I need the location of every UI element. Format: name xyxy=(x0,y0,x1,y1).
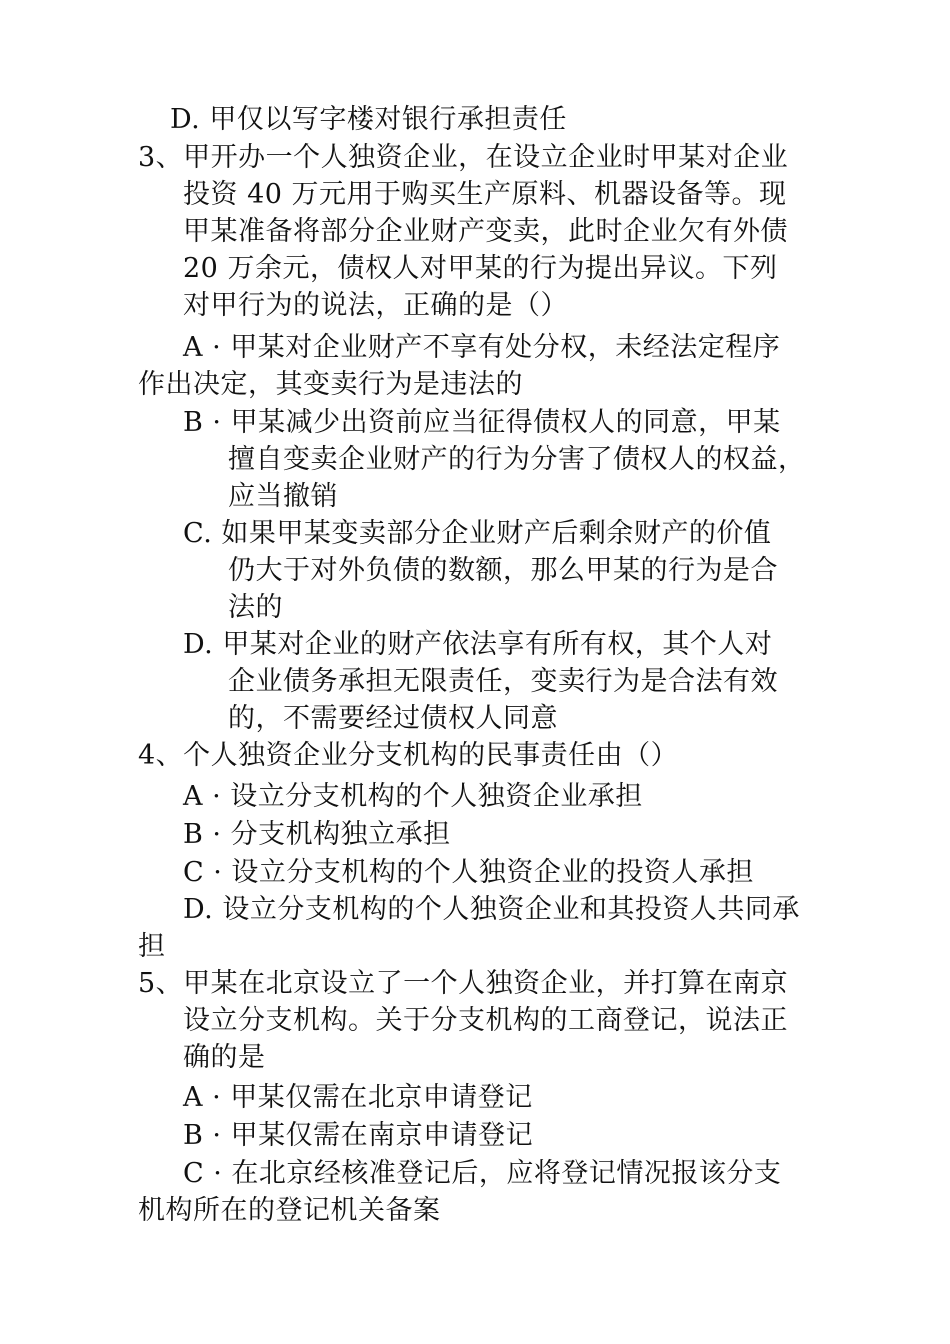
q5-stem-line-1: 5、甲某在北京设立了一个人独资企业，并打算在南京 xyxy=(138,968,789,999)
q3-option-c-line-2: 仍大于对外负债的数额，那么甲某的行为是合 xyxy=(228,555,778,586)
q3-option-d-line-2: 企业债务承担无限责任，变卖行为是合法有效 xyxy=(228,666,778,697)
q3-stem-line-5: 对甲行为的说法，正确的是（） xyxy=(183,290,568,321)
q3-option-d-line-3: 的，不需要经过债权人同意 xyxy=(228,703,558,734)
q3-stem-line-2: 投资 40 万元用于购买生产原料、机器设备等。现 xyxy=(183,179,787,210)
q3-option-c-line-3: 法的 xyxy=(228,592,283,623)
q3-option-b-line-2: 擅自变卖企业财产的行为分害了债权人的权益， xyxy=(228,444,806,475)
q5-stem-line-3: 确的是 xyxy=(183,1042,266,1073)
q3-stem-line-4: 20 万余元，债权人对甲某的行为提出异议。下列 xyxy=(183,253,778,284)
q4-option-c: C · 设立分支机构的个人独资企业的投资人承担 xyxy=(183,857,754,888)
q4-option-a: A · 设立分支机构的个人独资企业承担 xyxy=(183,781,643,812)
q4-option-b: B · 分支机构独立承担 xyxy=(183,819,451,850)
q4-option-d-line-1: D. 设立分支机构的个人独资企业和其投资人共同承 xyxy=(183,894,800,925)
q4-stem: 4、个人独资企业分支机构的民事责任由（） xyxy=(138,740,679,771)
q3-option-d-line-1: D. 甲某对企业的财产依法享有所有权，其个人对 xyxy=(183,629,773,660)
q5-option-c-line-2: 机构所在的登记机关备案 xyxy=(138,1195,441,1226)
q5-option-b: B · 甲某仅需在南京申请登记 xyxy=(183,1120,534,1151)
q3-option-a-line-1: A · 甲某对企业财产不享有处分权，未经法定程序 xyxy=(183,332,781,363)
q5-option-a: A · 甲某仅需在北京申请登记 xyxy=(183,1082,533,1113)
q3-option-b-line-3: 应当撤销 xyxy=(228,481,338,512)
q3-option-c-line-1: C. 如果甲某变卖部分企业财产后剩余财产的价值 xyxy=(183,518,772,549)
q3-stem-line-1: 3、甲开办一个人独资企业，在设立企业时甲某对企业 xyxy=(138,142,789,173)
q5-option-c-line-1: C · 在北京经核准登记后，应将登记情况报该分支 xyxy=(183,1158,782,1189)
q5-stem-line-2: 设立分支机构。关于分支机构的工商登记，说法正 xyxy=(183,1005,788,1036)
q3-option-a-line-2: 作出决定，其变卖行为是违法的 xyxy=(138,369,523,400)
q4-option-d-line-2: 担 xyxy=(138,931,166,962)
q2-option-d: D. 甲仅以写字楼对银行承担责任 xyxy=(170,104,567,135)
q3-stem-line-3: 甲某准备将部分企业财产变卖，此时企业欠有外债 xyxy=(183,216,788,247)
q3-option-b-line-1: B · 甲某减少出资前应当征得债权人的同意，甲某 xyxy=(183,407,781,438)
